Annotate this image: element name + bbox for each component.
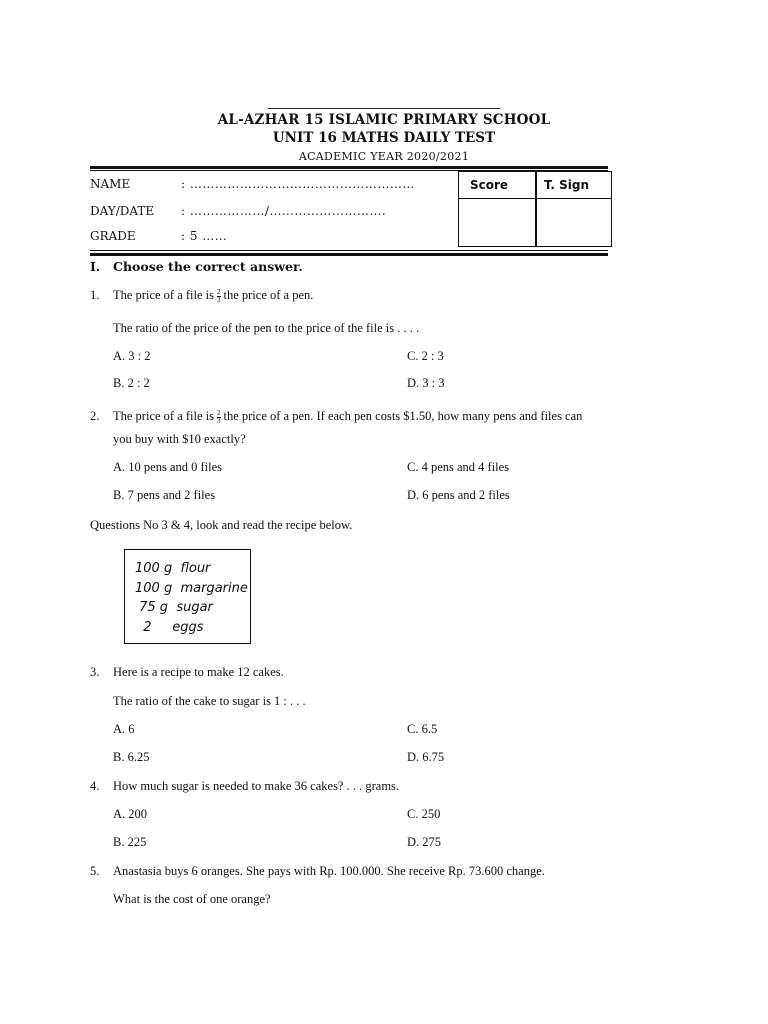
fraction-two-thirds	[217, 289, 221, 304]
header-divider-top	[90, 166, 608, 169]
question-2-text-before: The price of a file is	[113, 409, 214, 423]
question-4-line-1: How much sugar is needed to make 36 cakes? . . . grams.	[113, 779, 400, 793]
question-2-line-2: you buy with $10 exactly?	[113, 432, 246, 446]
grade-label: GRADE	[90, 229, 136, 243]
question-4-option-d[interactable]: D. 275	[407, 835, 442, 849]
fraction-denominator: 3	[217, 416, 221, 425]
question-3-option-a[interactable]: A. 6	[113, 722, 135, 736]
section-heading	[90, 259, 303, 274]
recipe-box	[124, 549, 251, 644]
question-2-line-1	[113, 409, 582, 425]
question-5-number: 5.	[90, 864, 100, 878]
score-label: Score	[470, 178, 509, 192]
question-5-line-2: What is the cost of one orange?	[113, 892, 271, 906]
question-1-text-after: the price of a pen.	[223, 288, 314, 302]
question-1-option-d[interactable]: D. 3 : 3	[407, 376, 445, 390]
question-2-option-a[interactable]: A. 10 pens and 0 files	[113, 460, 223, 474]
question-2-text-after: the price of a pen. If each pen costs $1.50, how many pens and files can	[223, 409, 583, 423]
question-1-option-c[interactable]: C. 2 : 3	[407, 349, 444, 363]
section-title: Choose the correct answer.	[113, 259, 303, 274]
question-2-number: 2.	[90, 409, 100, 423]
recipe-line-sugar: 75 g sugar	[135, 600, 213, 615]
question-3-line-2: The ratio of the cake to sugar is 1 : . . .	[113, 694, 306, 708]
header-top-rule	[268, 108, 500, 109]
question-4-option-b[interactable]: B. 225	[113, 835, 147, 849]
score-box	[458, 171, 612, 247]
grade-field[interactable]: : 5 ……	[181, 229, 228, 243]
question-2-option-c[interactable]: C. 4 pens and 4 files	[407, 460, 510, 474]
recipe-line-margarine: 100 g margarine	[135, 581, 248, 596]
recipe-line-flour: 100 g flour	[135, 561, 211, 576]
school-name: AL-AZHAR 15 ISLAMIC PRIMARY SCHOOL	[217, 112, 551, 128]
teacher-sign-cell[interactable]	[537, 199, 612, 247]
fraction-numerator: 2	[217, 287, 221, 296]
section-number: I.	[90, 259, 101, 274]
question-2-option-d[interactable]: D. 6 pens and 2 files	[407, 488, 510, 502]
question-1-number: 1.	[90, 288, 100, 302]
header-divider-bottom-thin	[90, 250, 608, 251]
question-1-line-1	[113, 288, 313, 304]
test-title: UNIT 16 MATHS DAILY TEST	[272, 130, 496, 146]
teacher-sign-label: T. Sign	[544, 178, 589, 192]
recipe-intro: Questions No 3 & 4, look and read the recipe below.	[90, 518, 353, 532]
header-divider-bottom	[90, 253, 608, 256]
question-4-option-c[interactable]: C. 250	[407, 807, 441, 821]
question-3-line-1: Here is a recipe to make 12 cakes.	[113, 665, 284, 679]
question-3-number: 3.	[90, 665, 100, 679]
name-field[interactable]: : ………………………………………………	[181, 177, 415, 191]
question-1-option-a[interactable]: A. 3 : 2	[113, 349, 151, 363]
question-1-option-b[interactable]: B. 2 : 2	[113, 376, 150, 390]
date-label: DAY/DATE	[90, 204, 155, 218]
date-field[interactable]: : ………………/……………………….	[181, 204, 387, 218]
question-3-option-b[interactable]: B. 6.25	[113, 750, 150, 764]
fraction-two-thirds	[217, 410, 221, 425]
question-3-option-c[interactable]: C. 6.5	[407, 722, 438, 736]
fraction-numerator: 2	[217, 408, 221, 417]
recipe-line-eggs: 2 eggs	[135, 620, 204, 635]
question-1-line-2: The ratio of the price of the pen to the price of the file is . . . .	[113, 321, 420, 335]
question-4-number: 4.	[90, 779, 100, 793]
question-2-option-b[interactable]: B. 7 pens and 2 files	[113, 488, 216, 502]
question-5-line-1: Anastasia buys 6 oranges. She pays with Rp. 100.000. She receive Rp. 73.600 change.	[113, 864, 545, 878]
score-cell[interactable]	[459, 199, 535, 247]
academic-year: ACADEMIC YEAR 2020/2021	[298, 150, 470, 163]
question-4-option-a[interactable]: A. 200	[113, 807, 148, 821]
name-label: NAME	[90, 177, 131, 191]
fraction-denominator: 3	[217, 295, 221, 304]
question-3-option-d[interactable]: D. 6.75	[407, 750, 445, 764]
question-1-text-before: The price of a file is	[113, 288, 214, 302]
